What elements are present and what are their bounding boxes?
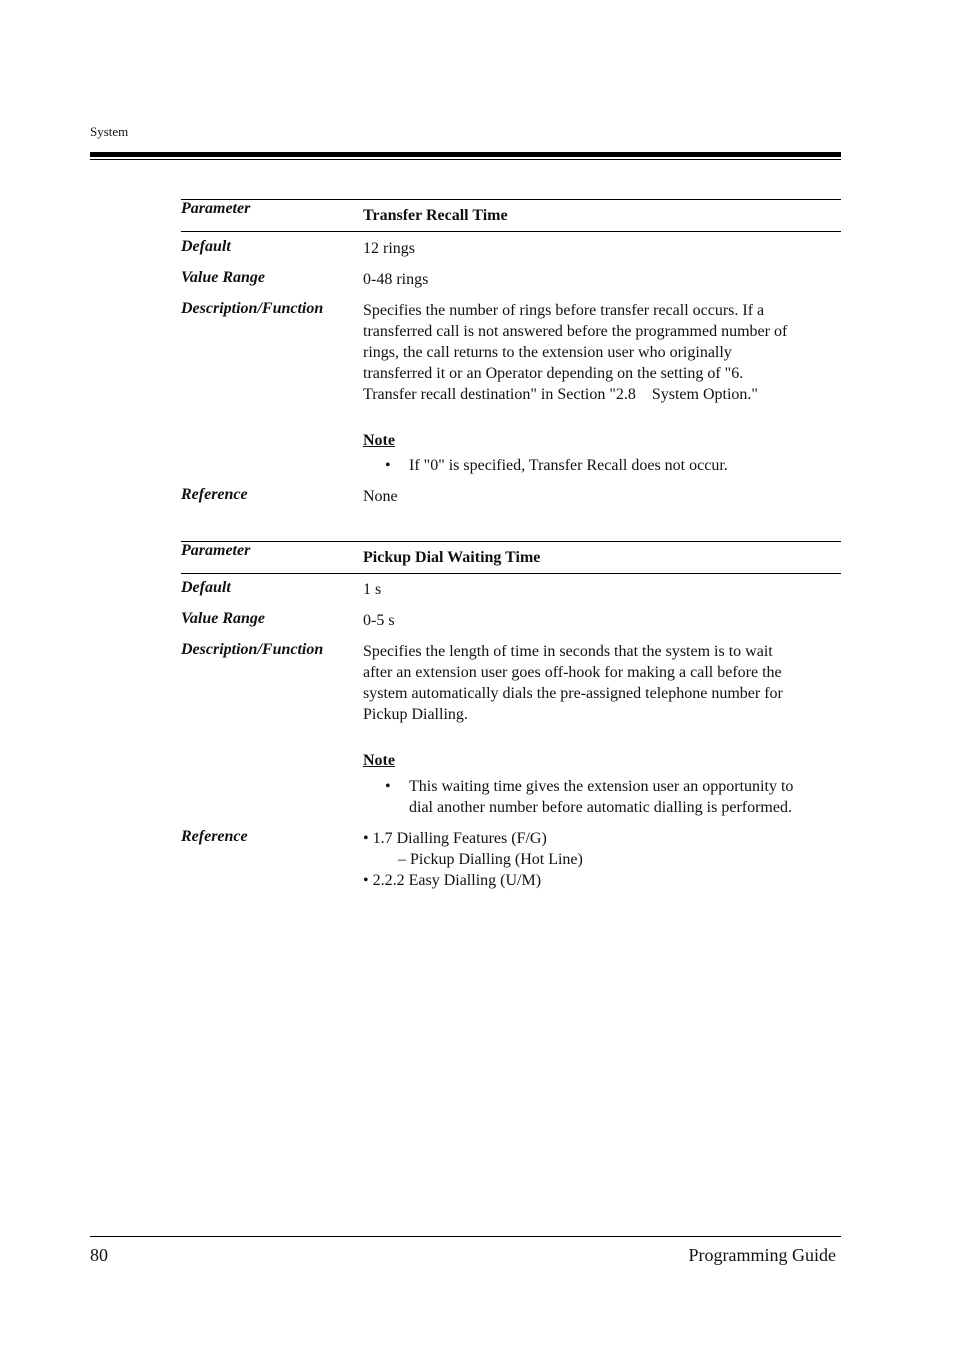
note-line: dial another number before automatic dialling is performed. [409, 799, 792, 816]
note-line: If "0" is specified, Transfer Recall does not occur. [409, 457, 728, 474]
reference-label: Reference [181, 828, 248, 845]
value-range-label: Value Range [181, 610, 266, 627]
parameter-label: Parameter [181, 200, 251, 217]
bullet-icon: • [385, 778, 391, 795]
parameter-table-transfer-recall [181, 199, 841, 507]
description-line: transferred call is not answered before the programmed number of [363, 323, 788, 340]
parameter-value: Transfer Recall Time [363, 207, 508, 224]
default-label: Default [181, 579, 231, 596]
value-range-row [181, 610, 841, 641]
description-text [363, 300, 841, 476]
parameter-row [181, 542, 841, 577]
default-value: 12 rings [363, 240, 415, 257]
parameter-value: Pickup Dial Waiting Time [363, 549, 541, 566]
description-line: after an extension user goes off-hook for making a call before the [363, 664, 782, 681]
bullet-icon: • [385, 457, 391, 474]
header-rule-thin [90, 159, 841, 160]
description-line: Pickup Dialling. [363, 706, 468, 723]
note-title: Note [363, 752, 395, 769]
parameter-table-pickup-dial [181, 541, 841, 891]
note-item [363, 455, 841, 476]
footer-rule [90, 1236, 841, 1237]
page-number: 80 [90, 1245, 108, 1265]
default-row [181, 579, 841, 610]
description-line: Specifies the number of rings before transfer recall occurs. If a [363, 302, 765, 319]
header-rule [90, 152, 841, 157]
default-label: Default [181, 238, 231, 255]
reference-item: • 2.2.2 Easy Dialling (U/M) [363, 872, 542, 889]
note-line: This waiting time gives the extension user an opportunity to [409, 778, 794, 795]
default-value: 1 s [363, 581, 382, 598]
reference-item: • 1.7 Dialling Features (F/G) [363, 830, 547, 847]
reference-subitem: – Pickup Dialling (Hot Line) [398, 851, 583, 868]
description-line: transferred it or an Operator depending on the setting of "6. [363, 365, 744, 382]
description-line: Transfer recall destination" in Section "2.8 System Option." [363, 386, 758, 403]
description-label: Description/Function [181, 300, 324, 317]
default-row [181, 238, 841, 269]
reference-list [363, 828, 841, 891]
description-line: system automatically dials the pre-assigned telephone number for [363, 685, 783, 702]
reference-row [181, 828, 841, 891]
footer-title: Programming Guide [688, 1245, 836, 1265]
description-line: Specifies the length of time in seconds that the system is to wait [363, 643, 773, 660]
description-row [181, 641, 841, 818]
description-row [181, 300, 841, 476]
value-range-label: Value Range [181, 269, 266, 286]
description-line: rings, the call returns to the extension user who originally [363, 344, 732, 361]
value-range-value: 0-5 s [363, 612, 395, 629]
reference-value: None [363, 488, 398, 505]
running-header: System [90, 124, 129, 139]
note-item [363, 776, 841, 818]
value-range-value: 0-48 rings [363, 271, 429, 288]
description-text [363, 641, 841, 818]
reference-row [181, 486, 841, 507]
reference-label: Reference [181, 486, 248, 503]
value-range-row [181, 269, 841, 300]
parameter-label: Parameter [181, 542, 251, 559]
description-label: Description/Function [181, 641, 324, 658]
parameter-row [181, 200, 841, 235]
note-title: Note [363, 432, 395, 449]
